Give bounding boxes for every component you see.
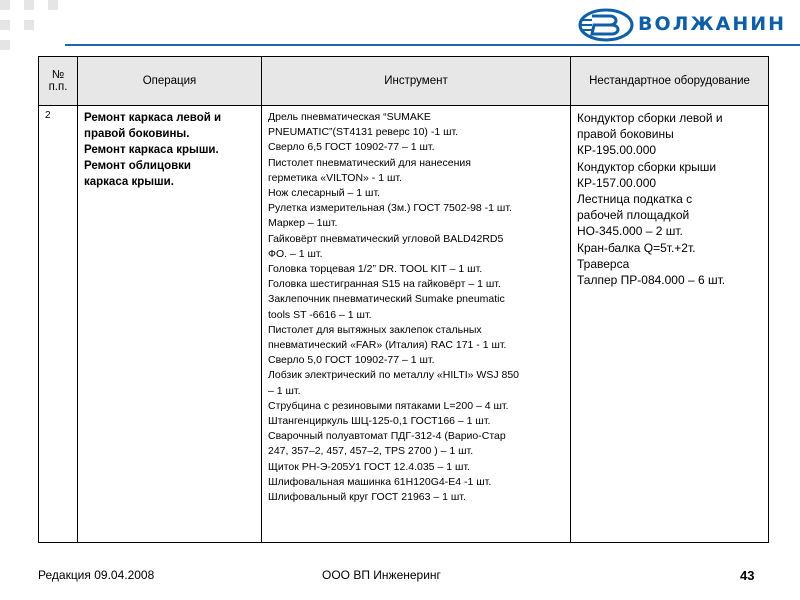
text-line: Шлифовальный круг ГОСТ 21963 – 1 шт. — [268, 491, 466, 504]
decorative-squares — [0, 0, 70, 55]
text-line: каркаса крыши. — [84, 176, 174, 188]
page-number: 43 — [740, 568, 755, 583]
footer-edition: Редакция 09.04.2008 — [38, 568, 155, 582]
text-line: Сверло 5,0 ГОСТ 10902-77 – 1 шт. — [268, 354, 435, 367]
text-line: Сварочный полуавтомат ПДГ-312-4 (Варио-Стар — [268, 430, 506, 443]
text-line: Пистолет для вытяжных заклепок стальных — [268, 323, 482, 336]
column-header-number: № п.п. — [39, 57, 78, 106]
column-header-tool: Инструмент — [262, 57, 571, 106]
tool-cell — [262, 106, 571, 543]
text-line: правой боковины. — [84, 128, 190, 140]
equipment-cell — [571, 106, 769, 543]
text-line: Сверло 6,5 ГОСТ 10902-77 – 1 шт. — [268, 141, 435, 154]
decor-square — [24, 20, 34, 30]
decor-square — [48, 0, 58, 10]
logo-text: ВОЛЖАНИН — [638, 13, 787, 35]
text-line: КР-157.00.000 — [577, 175, 657, 190]
text-line: пневматический «FAR» (Италия) RAC 171 - 1 шт. — [268, 339, 507, 352]
text-line: Кондуктор сборки левой и — [577, 111, 723, 125]
text-line: Головка торцевая 1/2” DR. TOOL KIT – 1 шт. — [268, 263, 483, 276]
volzhanin-logo — [578, 8, 790, 42]
logo-emblem-icon — [578, 8, 634, 42]
text-line: tools ST -6616 – 1 шт. — [268, 308, 372, 321]
decor-square — [24, 0, 34, 10]
text-line: Ремонт облицовки — [84, 160, 191, 172]
text-line: Штангенциркуль ШЦ-125-0,1 ГОСТ166 – 1 шт. — [268, 415, 491, 428]
text-line: – 1 шт. — [268, 384, 301, 397]
decor-square — [0, 20, 10, 30]
table-row — [39, 106, 769, 543]
text-line: Траверса — [577, 256, 630, 271]
text-line: Ремонт каркаса крыши. — [84, 144, 219, 156]
text-line: Пистолет пневматический для нанесения — [268, 156, 471, 169]
decor-square — [0, 0, 10, 10]
text-line: Кондуктор сборки крыши — [577, 159, 717, 174]
text-line: Шлифовальная машинка 61Н120G4-Е4 -1 шт. — [268, 475, 492, 488]
text-line: Рулетка измерительная (3м.) ГОСТ 7502-98 -1 шт. — [268, 202, 512, 215]
column-header-equipment: Нестандартное оборудование — [571, 57, 769, 106]
text-line: Лобзик электрический по металлу «HILTI» WSJ 850 — [268, 369, 520, 382]
footer-company: ООО ВП Инженеринг — [322, 568, 441, 582]
text-line: Маркер – 1шт. — [268, 217, 338, 230]
text-line: НО-345.000 – 2 шт. — [577, 224, 683, 239]
text-line: правой боковины — [577, 127, 674, 142]
text-line: Заклепочник пневматический Sumake pneumatic — [268, 293, 505, 306]
text-line: герметика «VILTON» - 1 шт. — [268, 171, 402, 184]
operations-table — [38, 56, 769, 543]
table-header-row — [39, 57, 769, 106]
text-line: Лестница подкатка с — [577, 192, 693, 207]
text-line: Щиток РН-Э-205У1 ГОСТ 12.4.035 – 1 шт. — [268, 460, 470, 473]
text-line: Головка шестигранная S15 на гайковёрт – 1 шт. — [268, 278, 501, 291]
text-line: Гайковёрт пневматический угловой BALD42RD5 — [268, 232, 504, 245]
text-line: Струбцина с резиновыми пятаками L=200 – 4 шт. — [268, 399, 509, 412]
text-line: КР-195.00.000 — [577, 143, 657, 158]
text-line: PNEUMATIC”(ST4131 реверс 10) -1 шт. — [268, 126, 459, 139]
text-line: Талпер ПР-084.000 – 6 шт. — [577, 273, 726, 288]
text-line: 247, 357–2, 457, 457–2, TPS 2700 ) – 1 шт. — [268, 445, 474, 458]
header-rule — [65, 44, 800, 46]
row-number: 2 — [39, 106, 78, 543]
text-line: ФО. – 1 шт. — [268, 247, 323, 260]
text-line: Нож слесарный – 1 шт. — [268, 187, 381, 200]
text-line: Ремонт каркаса левой и — [84, 112, 222, 124]
decor-square — [0, 40, 10, 50]
text-line: Дрель пневматическая “SUMAKE — [268, 111, 431, 123]
text-line: рабочей площадкой — [577, 208, 690, 223]
operation-cell — [78, 106, 262, 543]
text-line: Кран-балка Q=5т.+2т. — [577, 240, 696, 255]
column-header-operation: Операция — [78, 57, 262, 106]
